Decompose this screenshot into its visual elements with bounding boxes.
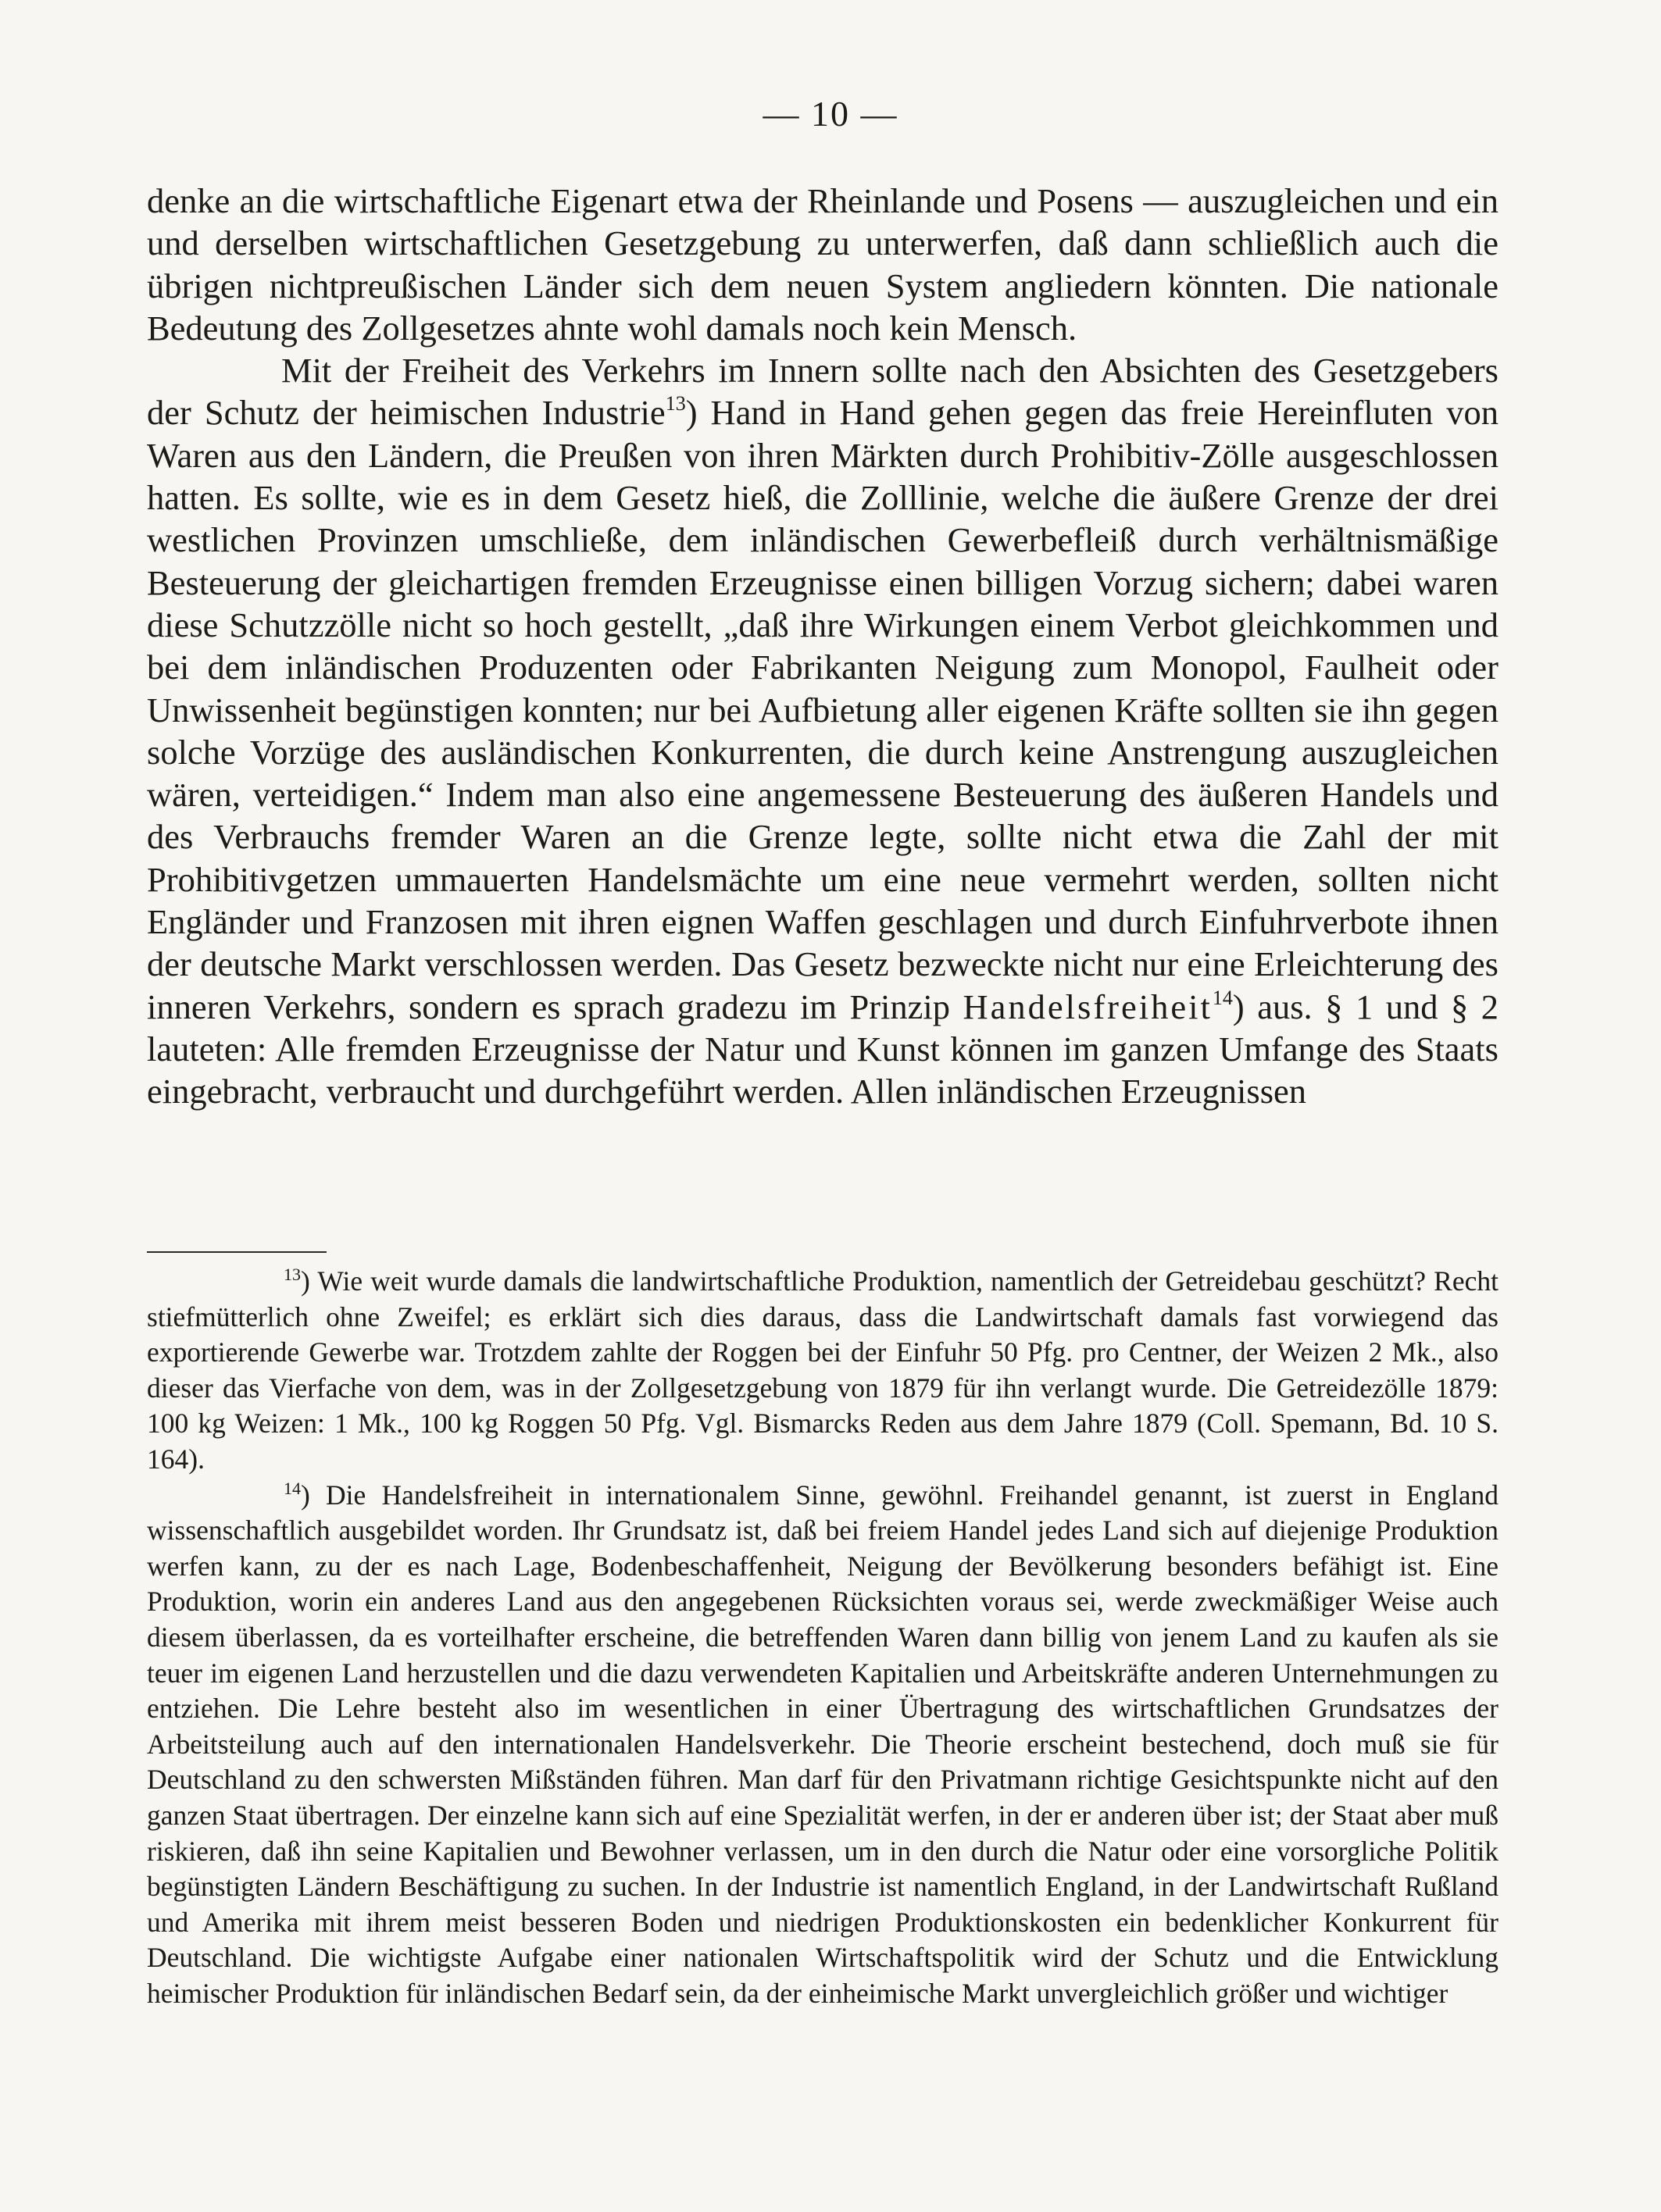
- footnote-divider: [147, 1251, 327, 1253]
- footnote-14-mark: 14: [284, 1478, 301, 1498]
- footnote-13-mark: 13: [284, 1265, 301, 1284]
- paragraph-2-part-c: ) aus. § 1 und § 2 lauteten: Alle fremden Erzeugnisse der Natur und Kunst können im ganzen Umfange des Staats eingebracht, verbraucht und durchgeführt werden. Allen inländischen Erzeugnissen: [147, 986, 1499, 1111]
- main-text: [147, 180, 1498, 1113]
- paragraph-2: [147, 349, 1498, 1112]
- paragraph-2-part-b: ) Hand in Hand gehen gegen das freie Hereinfluten von Waren aus den Ländern, die Preußen von ihren Märkten durch Prohibitiv-Zölle ausgeschlossen hatten. Es sollte, wie es in dem Gesetz hieß, die Zolllinie, welche die äußere Grenze der drei westlichen Provinzen umschließe, dem inländischen Gewerbefleiß durch verhältnismäßige Besteuerung der gleichartigen fremden Erzeugnisse einen billigen Vorzug sichern; dabei waren diese Schutzzölle nicht so hoch gestellt, „daß ihre Wirkungen einem Verbot gleichkommen und bei dem inländischen Produzenten oder Fabrikanten Neigung zum Monopol, Faulheit oder Unwissenheit begünstigen konnten; nur bei Aufbietung aller eigenen Kräfte sollten sie ihn gegen solche Vorzüge des ausländischen Konkurrenten, die durch keine Anstrengung auszugleichen wären, verteidigen.“ Indem man also eine angemessene Besteuerung des äußeren Handels und des Verbrauchs fremder Waren an die Grenze legte, sollte nicht etwa die Zahl der mit Prohibitivgetzen ummauerten Handelsmächte um eine neue vermehrt werden, sollten nicht Engländer und Franzosen mit ihren eignen Waffen geschlagen und durch Einfuhrverbote ihnen der deutsche Markt verschlossen werden. Das Gesetz bezweckte nicht nur eine Erleichterung des inneren Verkehrs, sondern es sprach gradezu im Prinzip: [147, 393, 1499, 1026]
- emphasized-term: Handelsfreiheit: [963, 986, 1213, 1026]
- footnote-ref-14: 14: [1212, 986, 1233, 1009]
- footnote-14-text: ) Die Handelsfreiheit in internationalem Sinne, gewöhnl. Freihandel genannt, ist zuerst in England wissenschaftlich ausgebildet worden. Ihr Grundsatz ist, daß bei freiem Handel jedes Land sich auf diejenige Produktion werfen kann, zu der es nach Lage, Bodenbeschaffenheit, Neigung der Bevölkerung besonders befähigt ist. Eine Produktion, worin ein anderes Land aus den angegebenen Rücksichten voraus sei, werde zweckmäßiger Weise auch diesem überlassen, da es vorteilhafter erscheine, die betreffenden Waren dann billig von jenem Land zu kaufen als sie teuer im eigenen Land herzustellen und die dazu verwendeten Kapitalien und Arbeitskräfte anderen Unternehmungen zu entziehen. Die Lehre besteht also im wesentlichen in einer Übertragung des wirtschaftlichen Grundsatzes der Arbeitsteilung auch auf den internationalen Handelsverkehr. Die Theorie erscheint bestechend, doch muß sie für Deutschland zu den schwersten Mißständen führen. Man darf für den Privatmann richtige Gesichtspunkte nicht auf den ganzen Staat übertragen. Der einzelne kann sich auf eine Spezialität werfen, in der er anderen über ist; der Staat aber muß riskieren, daß ihn seine Kapitalien und Bewohner verlassen, um in den durch die Natur oder eine vorsorgliche Politik begünstigten Ländern Beschäftigung zu suchen. In der Industrie ist namentlich England, in der Landwirtschaft Rußland und Amerika mit ihrem meist besseren Boden und niedrigen Produktionskosten ein bedenklicher Konkurrent für Deutschland. Die wichtigste Aufgabe einer nationalen Wirtschaftspolitik wird der Schutz und die Entwicklung heimischer Produktion für inländischen Bedarf sein, da der einheimische Markt unvergleichlich größer und wichtiger: [147, 1479, 1498, 2009]
- footnote-ref-13: 13: [665, 392, 686, 416]
- footnote-14: [147, 1478, 1498, 2012]
- paragraph-2-part-a: Mit der Freiheit des Verkehrs im Innern sollte nach den Absichten des Gesetzgebers der Schutz der heimischen Industrie: [147, 351, 1498, 433]
- footnotes: [147, 1264, 1498, 2011]
- footnote-13: [147, 1264, 1498, 1478]
- page-number: — 10 —: [763, 94, 898, 134]
- footnote-13-text: ) Wie weit wurde damals die landwirtschaftliche Produktion, namentlich der Getreidebau geschützt? Recht stiefmütterlich ohne Zweifel; es erklärt sich dies daraus, dass die Landwirtschaft damals fast vorwiegend das exportierende Gewerbe war. Trotzdem zahlte der Roggen bei der Einfuhr 50 Pfg. pro Centner, der Weizen 2 Mk., also dieser das Vierfache von dem, was in der Zollgesetzgebung von 1879 für ihn verlangt wurde. Die Getreidezölle 1879: 100 kg Weizen: 1 Mk., 100 kg Roggen 50 Pfg. Vgl. Bismarcks Reden aus dem Jahre 1879 (Coll. Spemann, Bd. 10 S. 164).: [147, 1265, 1498, 1475]
- paragraph-1: denke an die wirtschaftliche Eigenart etwa der Rheinlande und Posens — auszugleichen und ein und derselben wirtschaftlichen Gesetzgebung zu unterwerfen, daß dann schließlich auch die übrigen nichtpreußischen Länder sich dem neuen System angliedern könnten. Die nationale Bedeutung des Zollgesetzes ahnte wohl damals noch kein Mensch.: [147, 181, 1498, 348]
